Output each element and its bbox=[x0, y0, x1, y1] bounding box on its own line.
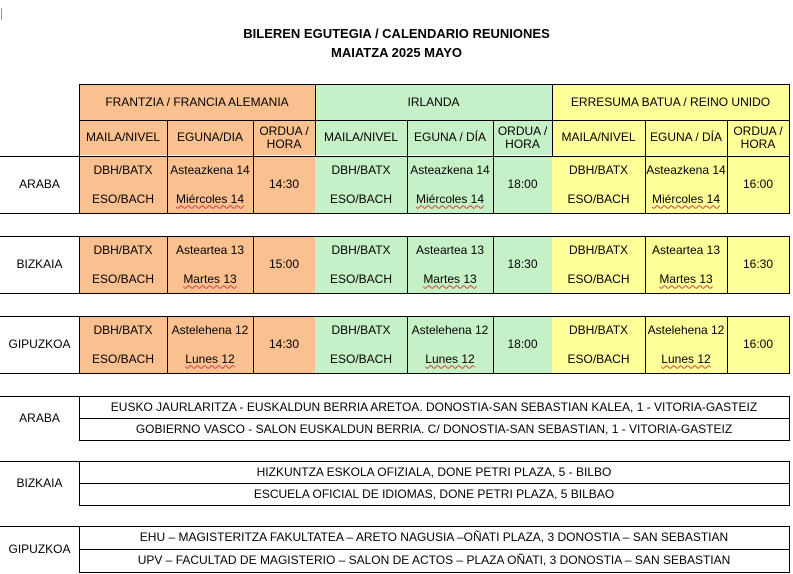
level-es: ESO/BACH bbox=[315, 345, 407, 373]
hour-cell: 14:30 bbox=[253, 316, 315, 373]
grid-line bbox=[79, 84, 80, 156]
day-eu: Astelehena 12 bbox=[167, 316, 253, 345]
hour-cell: 16:00 bbox=[727, 156, 789, 213]
day-es bbox=[645, 185, 727, 213]
level-eu: DBH/BATX bbox=[79, 236, 167, 265]
grid-line bbox=[253, 120, 254, 156]
grid-line bbox=[79, 549, 790, 550]
grid-line bbox=[493, 120, 494, 156]
level-es: ESO/BACH bbox=[315, 185, 407, 213]
hour-header: ORDUA / HORA bbox=[493, 120, 552, 155]
grid-line bbox=[789, 236, 790, 294]
grid-line bbox=[79, 572, 790, 573]
grid-line bbox=[407, 236, 408, 294]
group-header: IRLANDA bbox=[315, 84, 552, 120]
hour-cell: 16:00 bbox=[727, 316, 789, 373]
grid-line bbox=[79, 120, 790, 121]
grid-line bbox=[79, 483, 790, 484]
grid-line bbox=[79, 236, 80, 294]
day-es-text: Martes 13 bbox=[659, 271, 713, 286]
grid-line bbox=[407, 156, 408, 214]
day-eu: Asteartea 13 bbox=[645, 236, 727, 265]
day-eu: Asteazkena 14 bbox=[645, 156, 727, 185]
grid-line bbox=[0, 213, 80, 214]
grid-line bbox=[0, 316, 790, 317]
venue-line-es: ESCUELA OFICIAL DE IDIOMAS, DONE PETRI PLAZA, 5 BILBAO bbox=[253, 486, 615, 501]
day-eu: Astelehena 12 bbox=[407, 316, 493, 345]
hour-cell: 14:30 bbox=[253, 156, 315, 213]
day-es-text: Martes 13 bbox=[423, 271, 477, 286]
day-eu: Asteartea 13 bbox=[407, 236, 493, 265]
page-subtitle: MAIATZA 2025 MAYO bbox=[331, 45, 462, 60]
grid-line bbox=[645, 156, 646, 214]
grid-line bbox=[79, 373, 790, 374]
level-eu: DBH/BATX bbox=[552, 156, 645, 185]
level-eu: DBH/BATX bbox=[552, 236, 645, 265]
grid-line bbox=[789, 84, 790, 156]
level-eu: DBH/BATX bbox=[315, 156, 407, 185]
grid-line bbox=[552, 84, 553, 156]
day-es-text: Lunes 12 bbox=[425, 351, 475, 366]
group-header: ERRESUMA BATUA / REINO UNIDO bbox=[552, 84, 789, 120]
grid-line bbox=[493, 316, 494, 374]
grid-line bbox=[79, 396, 80, 441]
day-es bbox=[407, 345, 493, 373]
grid-line bbox=[167, 236, 168, 294]
hour-cell: 18:00 bbox=[493, 316, 552, 373]
grid-line bbox=[727, 156, 728, 214]
grid-line bbox=[79, 213, 790, 214]
day-es-text: Martes 13 bbox=[183, 271, 237, 286]
day-es-text: Lunes 12 bbox=[185, 351, 235, 366]
venue-line-eu: HIZKUNTZA ESKOLA OFIZIALA, DONE PETRI PLAZA, 5 - BILBO bbox=[256, 464, 612, 479]
grid-line bbox=[0, 293, 80, 294]
grid-line bbox=[0, 156, 790, 157]
region-label: BIZKAIA bbox=[16, 257, 63, 271]
day-es bbox=[167, 265, 253, 293]
venue-line-es: GOBIERNO VASCO - SALON EUSKALDUN BERRIA. C/ DONOSTIA-SAN SEBASTIAN, 1 - VITORIA-GASTEIZ bbox=[135, 421, 733, 436]
day-es bbox=[407, 265, 493, 293]
hour-cell: 15:00 bbox=[253, 236, 315, 293]
day-header: EGUNA / DÍA bbox=[407, 120, 493, 155]
page-title: BILEREN EGUTEGIA / CALENDARIO REUNIONES bbox=[243, 26, 550, 41]
grid-line bbox=[167, 120, 168, 156]
level-header: MAILA/NIVEL bbox=[552, 120, 645, 155]
grid-line bbox=[315, 84, 316, 156]
level-eu: DBH/BATX bbox=[315, 236, 407, 265]
grid-line bbox=[0, 526, 790, 527]
level-es: ESO/BACH bbox=[315, 265, 407, 293]
grid-line bbox=[493, 236, 494, 294]
day-es-text: Lunes 12 bbox=[661, 351, 711, 366]
hour-header: ORDUA / HORA bbox=[253, 120, 315, 155]
grid-line bbox=[727, 236, 728, 294]
grid-line bbox=[0, 396, 790, 397]
grid-line bbox=[79, 156, 80, 214]
day-eu: Asteartea 13 bbox=[167, 236, 253, 265]
day-es-text: Miércoles 14 bbox=[175, 191, 245, 206]
grid-line bbox=[407, 120, 408, 156]
day-es bbox=[167, 185, 253, 213]
grid-line bbox=[727, 316, 728, 374]
grid-line bbox=[789, 526, 790, 573]
grid-line bbox=[645, 120, 646, 156]
hour-header: ORDUA / HORA bbox=[727, 120, 789, 155]
grid-line bbox=[789, 156, 790, 214]
grid-line bbox=[493, 156, 494, 214]
day-es bbox=[167, 345, 253, 373]
grid-line bbox=[407, 316, 408, 374]
grid-line bbox=[253, 156, 254, 214]
level-es: ESO/BACH bbox=[79, 265, 167, 293]
grid-line bbox=[79, 316, 80, 374]
venue-region-label: GIPUZKOA bbox=[8, 541, 71, 556]
day-eu: Asteazkena 14 bbox=[407, 156, 493, 185]
day-es-text: Miércoles 14 bbox=[415, 191, 485, 206]
grid-line bbox=[789, 316, 790, 374]
day-es bbox=[645, 265, 727, 293]
grid-line bbox=[79, 84, 790, 85]
level-es: ESO/BACH bbox=[552, 345, 645, 373]
grid-line bbox=[79, 418, 790, 419]
level-eu: DBH/BATX bbox=[79, 316, 167, 345]
venue-region-label: ARABA bbox=[19, 410, 60, 425]
level-header: MAILA/NIVEL bbox=[79, 120, 167, 155]
level-es: ESO/BACH bbox=[79, 345, 167, 373]
day-es bbox=[645, 345, 727, 373]
region-label: GIPUZKOA bbox=[8, 337, 71, 351]
margin-mark bbox=[1, 8, 2, 20]
grid-line bbox=[79, 461, 80, 506]
day-es bbox=[407, 185, 493, 213]
grid-line bbox=[645, 316, 646, 374]
venue-line-es: UPV – FACULTAD DE MAGISTERIO – SALON DE ACTOS – PLAZA OÑATI, 3 DONOSTIA – SAN SEBASTIAN bbox=[137, 553, 731, 567]
hour-cell: 18:00 bbox=[493, 156, 552, 213]
grid-line bbox=[79, 505, 790, 506]
grid-line bbox=[645, 236, 646, 294]
level-es: ESO/BACH bbox=[79, 185, 167, 213]
group-header: FRANTZIA / FRANCIA ALEMANIA bbox=[79, 84, 315, 120]
level-eu: DBH/BATX bbox=[79, 156, 167, 185]
grid-line bbox=[0, 236, 790, 237]
level-eu: DBH/BATX bbox=[315, 316, 407, 345]
day-eu: Astelehena 12 bbox=[645, 316, 727, 345]
level-eu: DBH/BATX bbox=[552, 316, 645, 345]
grid-line bbox=[253, 236, 254, 294]
day-header: EGUNA / DÍA bbox=[645, 120, 727, 155]
grid-line bbox=[727, 120, 728, 156]
grid-line bbox=[789, 461, 790, 506]
level-es: ESO/BACH bbox=[552, 185, 645, 213]
hour-cell: 18:30 bbox=[493, 236, 552, 293]
hour-cell: 16:30 bbox=[727, 236, 789, 293]
venue-line-eu: EUSKO JAURLARITZA - EUSKALDUN BERRIA ARETOA. DONOSTIA-SAN SEBASTIAN KALEA, 1 - VITORIA-GASTEIZ bbox=[110, 399, 758, 414]
venue-line-eu: EHU – MAGISTERITZA FAKULTATEA – ARETO NAGUSIA –OÑATI PLAZA, 3 DONOSTIA – SAN SEBASTIAN bbox=[139, 530, 729, 544]
grid-line bbox=[253, 316, 254, 374]
day-es-text: Miércoles 14 bbox=[651, 191, 721, 206]
grid-line bbox=[167, 316, 168, 374]
grid-line bbox=[79, 440, 790, 441]
level-es: ESO/BACH bbox=[552, 265, 645, 293]
venue-region-label: BIZKAIA bbox=[16, 475, 63, 490]
grid-line bbox=[0, 461, 790, 462]
level-header: MAILA/NIVEL bbox=[315, 120, 407, 155]
grid-line bbox=[79, 293, 790, 294]
grid-line bbox=[789, 396, 790, 441]
day-eu: Asteazkena 14 bbox=[167, 156, 253, 185]
day-header: EGUNA/DIA bbox=[167, 120, 253, 155]
grid-line bbox=[167, 156, 168, 214]
grid-line bbox=[79, 526, 80, 573]
grid-line bbox=[0, 373, 80, 374]
region-label: ARABA bbox=[19, 177, 60, 191]
